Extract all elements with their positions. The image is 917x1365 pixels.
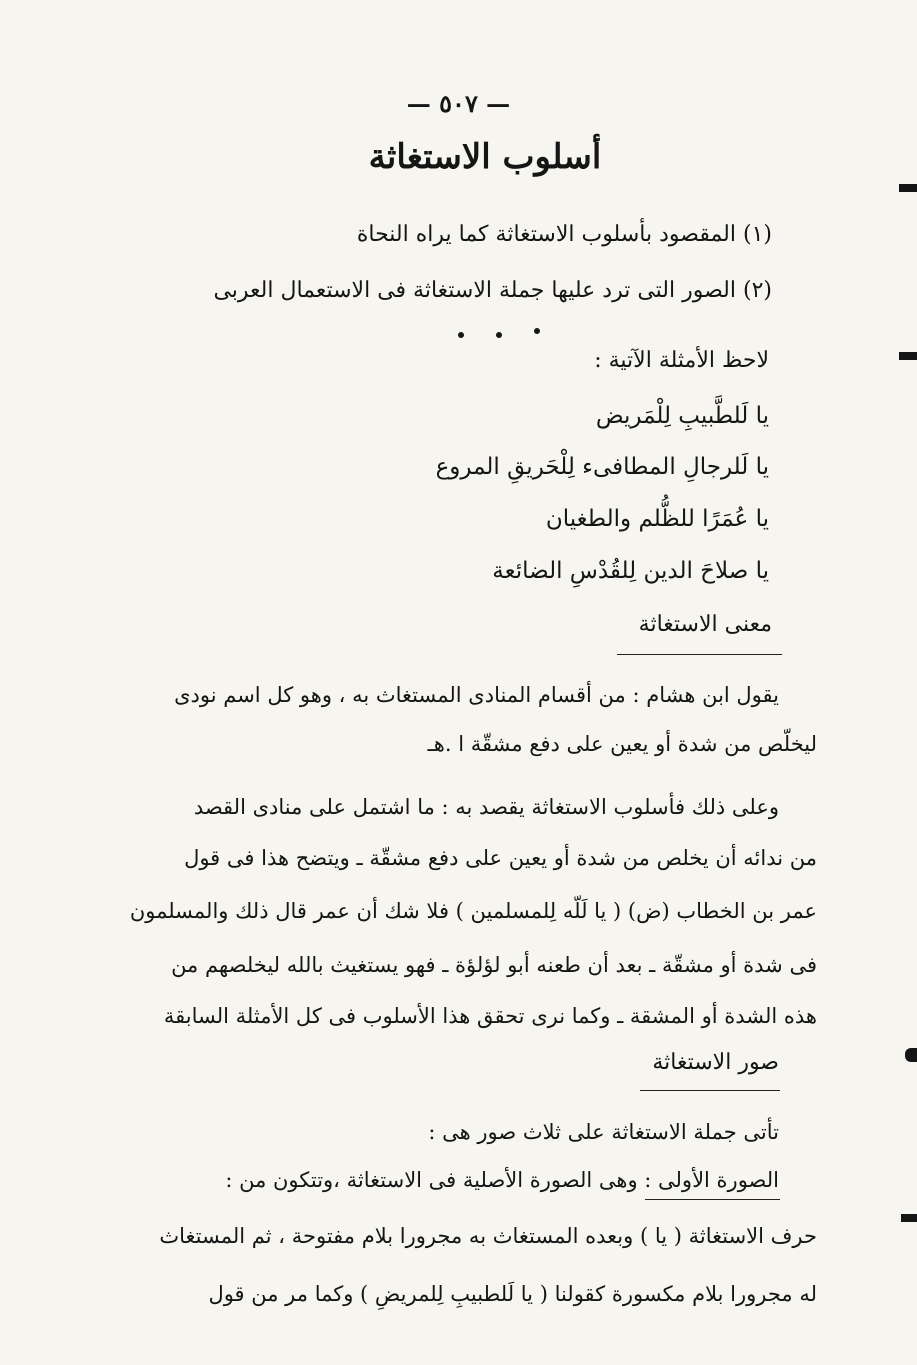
section-heading-underline <box>617 654 782 655</box>
paragraph-line: فى شدة أو مشقّة ـ بعد أن طعنه أبو لؤلؤة ـ فهو يستغيث بالله ليخلصهم من <box>171 953 817 977</box>
example-1: يا لَلطَّبيبِ لِلْمَريض <box>595 403 769 429</box>
scan-edge-mark <box>899 352 917 360</box>
example-3: يا عُمَرًا للظُّلم والطغيان <box>545 506 769 532</box>
section-heading-meaning: معنى الاستغاثة <box>638 612 772 637</box>
section-separator-dots <box>430 322 570 352</box>
scan-edge-mark <box>905 1048 917 1062</box>
paragraph-line: ليخلّص من شدة أو يعين على دفع مشقّة ا .هـ <box>427 732 817 756</box>
example-4: يا صلاحَ الدين لِلقُدْسِ الضائعة <box>492 558 769 584</box>
example-2: يا لَلرجالِ المطافىء لِلْحَريقِ المروع <box>435 454 769 480</box>
examples-intro: لاحظ الأمثلة الآتية : <box>594 348 769 373</box>
paragraph-line: هذه الشدة أو المشقة ـ وكما نرى تحقق هذا الأسلوب فى كل الأمثلة السابقة <box>163 1004 817 1028</box>
scan-edge-mark <box>901 1214 917 1222</box>
paragraph-line: له مجرورا بلام مكسورة كقولنا ( يا لَلطبيبِ لِلمريضِ ) وكما مر من قول <box>208 1282 817 1306</box>
page-number: — ٥٠٧ — <box>406 89 511 118</box>
outline-item-2: (٢) الصور التى ترد عليها جملة الاستغاثة فى الاستعمال العربى <box>213 278 772 303</box>
forms-intro: تأتى جملة الاستغاثة على ثلاث صور هى : <box>428 1120 779 1144</box>
chapter-title: أسلوب الاستغاثة <box>368 137 602 177</box>
paragraph-line: حرف الاستغاثة ( يا ) وبعده المستغاث به مجرورا بلام مفتوحة ، ثم المستغاث <box>159 1224 817 1248</box>
paragraph-line: عمر بن الخطاب (ض) ( يا لَلّه لِلمسلمين ) فلا شك أن عمر قال ذلك والمسلمون <box>129 899 817 923</box>
section-heading-underline <box>640 1090 780 1091</box>
section-heading-forms: صور الاستغاثة <box>652 1050 779 1075</box>
paragraph-line: وعلى ذلك فأسلوب الاستغاثة يقصد به : ما اشتمل على منادى القصد <box>193 795 779 819</box>
paragraph-line: يقول ابن هشام : من أقسام المنادى المستغاث به ، وهو كل اسم نودى <box>174 683 779 707</box>
form-one-line: الصورة الأولى : وهى الصورة الأصلية فى الاستغاثة ،وتتكون من : <box>225 1168 779 1192</box>
outline-item-1: (١) المقصود بأسلوب الاستغاثة كما يراه النحاة <box>356 222 772 247</box>
paragraph-line: من ندائه أن يخلص من شدة أو يعين على دفع مشقّة ـ ويتضح هذا فى قول <box>184 846 817 870</box>
form-one-underline <box>645 1199 780 1200</box>
scan-edge-mark <box>899 184 917 192</box>
